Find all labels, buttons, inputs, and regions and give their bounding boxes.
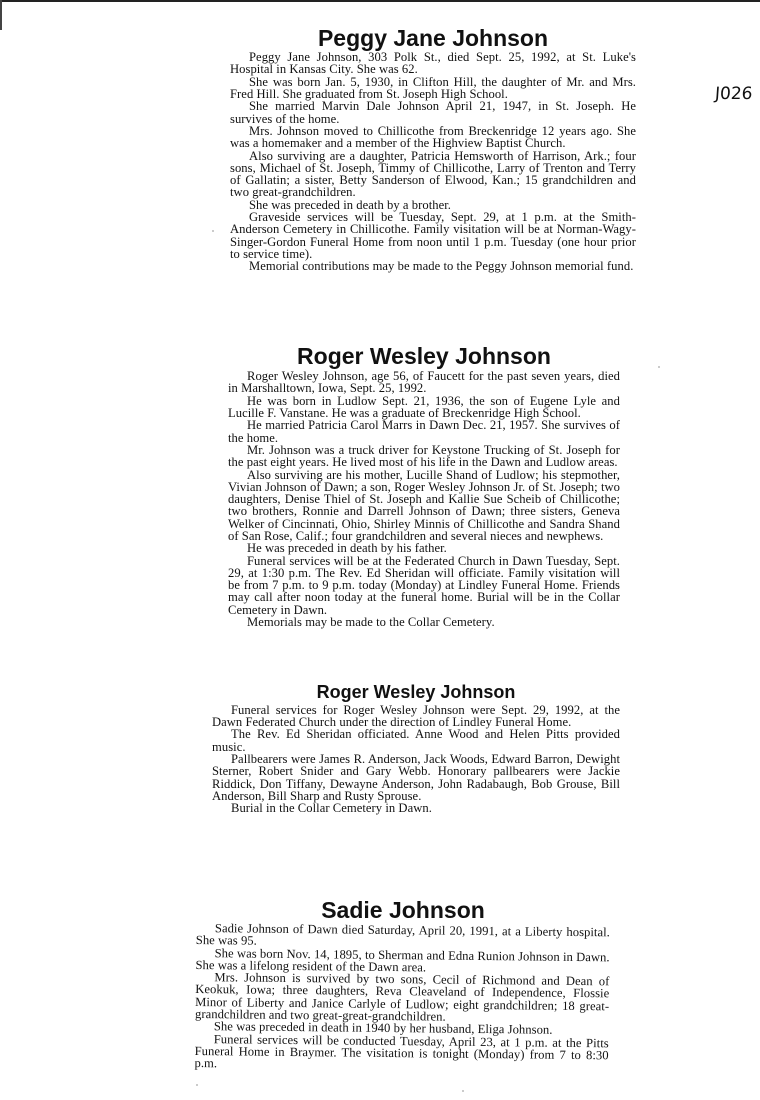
handwritten-annotation: J026 [714, 84, 754, 104]
obituary-paragraph: Memorial contributions may be made to the Peggy Johnson memorial fund. [249, 259, 634, 274]
obituary-paragraph: Roger Wesley Johnson, age 56, of Faucett for the past seven years, died in Marshalltown, Iowa, Sept. 25, 1992. [228, 369, 620, 396]
obituary-paragraph: She was preceded in death by a brother. [249, 197, 451, 212]
obituary-paragraph: Memorials may be made to the Collar Cemetery. [247, 615, 495, 630]
obituary-title: Sadie Johnson [321, 897, 485, 923]
obituary-paragraph: She was born Nov. 14, 1895, to Sherman and Edna Runion Johnson in Dawn. She was a lifelong resident of the Dawn area. [195, 945, 610, 975]
obituary-paragraph: Mrs. Johnson is survived by two sons, Cecil of Richmond and Dean of Keokuk, Iowa; three daughters, Reva Cleaveland of Independence, Flossie Minor of Liberty and Janice Carlyle of Ludlow; eight grandchildren; 18 great-grandchildren and two great-great-grandchildren. [194, 970, 610, 1024]
obituary-paragraph: He married Patricia Carol Marrs in Dawn Dec. 21, 1957. She survives of the home. [228, 418, 620, 445]
scan-left-border [0, 0, 2, 30]
obituary-title: Peggy Jane Johnson [317, 25, 549, 51]
obituary-paragraph: Sadie Johnson of Dawn died Saturday, April 20, 1991, at a Liberty hospital. She was 95. [195, 921, 610, 949]
obituary-paragraph: Mrs. Johnson moved to Chillicothe from Breckenridge 12 years ago. She was a homemaker and a member of the Highview Baptist Church. [230, 123, 636, 151]
obituary-paragraph: He was born in Ludlow Sept. 21, 1936, the son of Eugene Lyle and Lucille F. Vanstane. He was a graduate of Breckenridge High School. [228, 393, 620, 421]
obituary-paragraph: Burial in the Collar Cemetery in Dawn. [231, 801, 432, 816]
obituary-body [230, 51, 636, 272]
obituary-paragraph: Pallbearers were James R. Anderson, Jack Woods, Edward Barron, Dewight Sterner, Robert Snider and Gary Webb. Honorary pallbearers were Jackie Riddick, Don Tiffany, Dewayne Anderson, John Radabaugh, Bob Grouse, Bill Anderson, Bill Sharp and Rusty Sprouse. [212, 752, 620, 803]
obituary-paragraph: Peggy Jane Johnson, 303 Polk St., died Sept. 25, 1992, at St. Luke's Hospital in Kansas City. She was 62. [230, 50, 636, 77]
obituary-paragraph: Graveside services will be Tuesday, Sept. 29, at 1 p.m. at the Smith-Anderson Cemetery in Chillicothe. Family visitation will be at Norman-Wagy-Singer-Gordon Funeral Home from noon until 1 p.m. Tuesday (one hour prior to service time). [230, 210, 636, 261]
obituary-paragraph: She was preceded in death in 1940 by her husband, Eliga Johnson. [213, 1019, 553, 1038]
obituary-roger-wesley-johnson [228, 344, 620, 628]
obituary-title: Roger Wesley Johnson [297, 343, 551, 369]
obituary-roger-wesley-johnson-services [212, 683, 620, 815]
obituary-paragraph: She married Marvin Dale Johnson April 21, 1947, in St. Joseph. He survives of the home. [230, 99, 636, 126]
obituary-paragraph: Funeral services will be conducted Tuesday, April 23, at 1 p.m. at the Pitts Funeral Home in Braymer. The visitation is tonight (Monday) from 7 to 8:30 p.m. [194, 1032, 609, 1071]
obituary-body [212, 704, 620, 815]
obituary-paragraph: He was preceded in death by his father. [247, 541, 447, 556]
scan-speck [196, 1084, 198, 1086]
obituary-paragraph: The Rev. Ed Sheridan officiated. Anne Wood and Helen Pitts provided music. [212, 727, 620, 754]
scan-speck [212, 230, 214, 232]
scan-top-border [0, 0, 760, 2]
obituary-sadie-johnson [196, 898, 610, 1070]
obituary-paragraph: Also surviving are a daughter, Patricia Hemsworth of Harrison, Ark.; four sons, Michael of St. Joseph, Timmy of Chillicothe, Larry of Trenton and Terry of Gallatin; a sister, Betty Sanderson of Elwood, Kan.; 15 grandchildren and two great-grandchildren. [230, 148, 636, 200]
obituary-paragraph: She was born Jan. 5, 1930, in Clifton Hill, the daughter of Mr. and Mrs. Fred Hill. She graduated from St. Joseph High School. [230, 74, 636, 102]
obituary-paragraph: Funeral services will be at the Federated Church in Dawn Tuesday, Sept. 29, at 1:30 p.m. The Rev. Ed Sheridan will officiate. Family visitation will be from 7 p.m. to 9 p.m. today (Monday) at Lindley Funeral Home. Friends may call after noon today at the funeral home. Burial will be in the Collar Cemetery in Dawn. [228, 553, 620, 617]
obituary-paragraph: Also surviving are his mother, Lucille Shand of Ludlow; his stepmother, Vivian Johnson of Dawn; a son, Roger Wesley Johnson Jr. of St. Joseph; two daughters, Denise Thiel of St. Joseph and Kallie Sue Scheib of Chillicothe; two brothers, Ronnie and Darrell Johnson of Dawn; three sisters, Geneva Welker of Cincinnati, Ohio, Shirley Minnis of Chillicothe and Sandra Shand of San Rose, Calif.; four grandchildren and several nieces and newphews. [228, 467, 620, 543]
obituary-paragraph: Funeral services for Roger Wesley Johnson were Sept. 29, 1992, at the Dawn Federated Church under the direction of Lindley Funeral Home. [212, 702, 620, 730]
obituary-body [228, 370, 620, 628]
scan-speck [658, 366, 660, 368]
obituary-title: Roger Wesley Johnson [316, 682, 516, 702]
scan-speck [462, 1090, 464, 1092]
obituary-body [194, 922, 610, 1074]
obituary-paragraph: Mr. Johnson was a truck driver for Keystone Trucking of St. Joseph for the past eight years. He lived most of his life in the Dawn and Ludlow areas. [228, 442, 620, 470]
obituary-peggy-jane-johnson [230, 26, 636, 272]
